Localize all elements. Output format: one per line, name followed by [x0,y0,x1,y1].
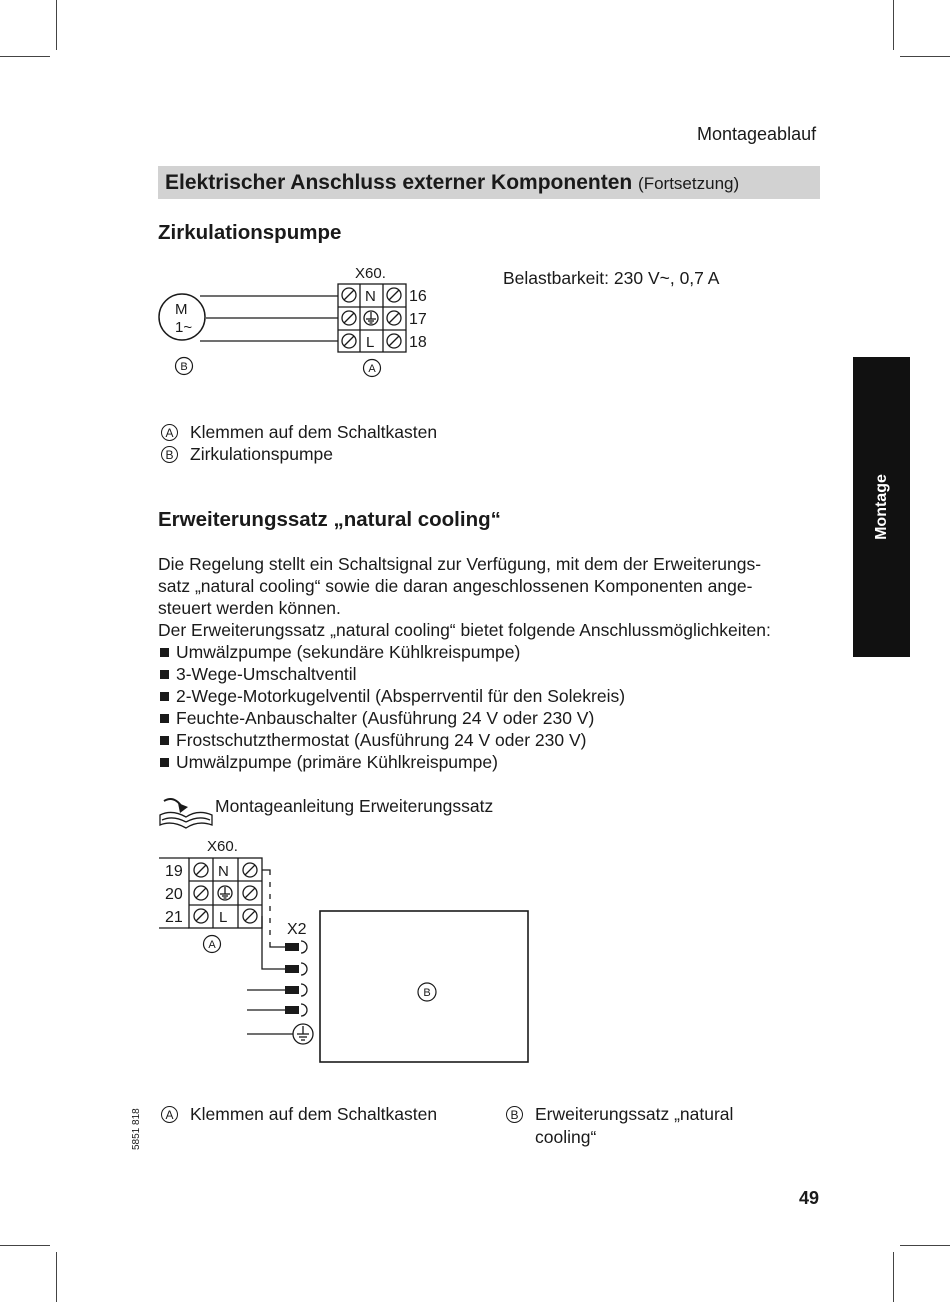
ground-icon [293,1024,313,1044]
crop-mark [900,56,950,57]
legend-item [161,444,333,465]
legend-text: Erweiterungssatz „natural [535,1104,734,1124]
page-number: 49 [799,1188,820,1208]
cooling-wiring-diagram [155,835,535,1065]
reference-text: Montageanleitung Erweiterungssatz [215,796,494,816]
legend-item [161,422,437,443]
list-item-text: Umwälzpumpe (sekundäre Kühlkreispumpe) [176,642,521,662]
legend-letter: A [161,424,178,441]
plug-label: X2 [287,921,307,938]
side-tab [853,357,910,657]
list-item [158,729,828,751]
legend-text: Zirkulationspumpe [190,444,333,464]
motor-label-bottom: 1~ [175,319,193,336]
legend-text: Klemmen auf dem Schaltkasten [190,1104,438,1124]
cooling-heading: Erweiterungssatz „natural cooling“ [158,508,501,531]
bullet-list [158,641,828,773]
callout-b: B [423,987,431,999]
terminal-l: L [366,334,375,351]
bullet-square-icon [160,758,169,767]
crop-mark [893,1252,894,1302]
terminal-n: N [365,288,376,305]
terminal-number: 19 [165,863,183,880]
bullet-square-icon [160,692,169,701]
list-item [158,685,828,707]
terminal-number: 18 [409,334,427,351]
crop-mark [56,0,57,50]
bullet-square-icon [160,714,169,723]
list-item [158,663,828,685]
paragraph-line: Die Regelung stellt ein Schaltsignal zur Verfügung, mit dem der Erweiterungs- [158,554,762,574]
terminal-l: L [219,909,228,926]
crop-mark [900,1245,950,1246]
book-reference-icon [158,793,214,831]
bullet-square-icon [160,648,169,657]
bullet-square-icon [160,736,169,745]
list-item-text: Frostschutzthermostat (Ausführung 24 V oder 230 V) [176,730,587,750]
list-item [158,641,828,663]
list-item [158,707,828,729]
paragraph-line: steuert werden können. [158,598,341,618]
list-item-text: Umwälzpumpe (primäre Kühlkreispumpe) [176,752,498,772]
list-item-text: 3-Wege-Umschaltventil [176,664,357,684]
terminal-number: 17 [409,311,427,328]
terminal-number: 20 [165,886,183,903]
list-item-text: 2-Wege-Motorkugelventil (Absperrventil für den Solekreis) [176,686,626,706]
title-sub-text: (Fortsetzung) [638,174,740,193]
pump-heading: Zirkulationspumpe [158,221,342,244]
section-header: Montageablauf [697,124,817,144]
side-tab-label: Montage [872,474,890,540]
pump-wiring-diagram [150,260,450,385]
title-bar [158,166,820,199]
paragraph-line: Der Erweiterungssatz „natural cooling“ bietet folgende Anschlussmöglichkeiten: [158,620,771,640]
callout-a: A [368,363,376,375]
pump-rating: Belastbarkeit: 230 V~, 0,7 A [503,268,720,288]
crop-mark [893,0,894,50]
legend-item [506,1104,733,1125]
page-title [165,171,739,195]
crop-mark [0,1245,50,1246]
legend-letter: B [161,446,178,463]
document-number: 5851 818 [131,1108,142,1150]
bullet-square-icon [160,670,169,679]
legend-letter: B [506,1106,523,1123]
cooling-paragraph [158,553,828,773]
callout-a: A [208,939,216,951]
crop-mark [56,1252,57,1302]
motor-label-top: M [175,301,188,318]
legend-item [161,1104,437,1125]
crop-mark [0,56,50,57]
title-main-text: Elektrischer Anschluss externer Komponenten [165,171,633,194]
terminal-n: N [218,863,229,880]
terminal-number: 16 [409,288,427,305]
paragraph-line: satz „natural cooling“ sowie die daran angeschlossenen Komponenten ange- [158,576,753,596]
terminal-label: X60. [355,265,386,282]
callout-b: B [180,361,188,373]
legend-text-continued: cooling“ [535,1127,597,1147]
legend-text: Klemmen auf dem Schaltkasten [190,422,438,442]
terminal-number: 21 [165,909,183,926]
list-item-text: Feuchte-Anbauschalter (Ausführung 24 V oder 230 V) [176,708,595,728]
legend-letter: A [161,1106,178,1123]
plug-connectors [285,941,307,1016]
terminal-label: X60. [207,838,238,855]
list-item [158,751,828,773]
